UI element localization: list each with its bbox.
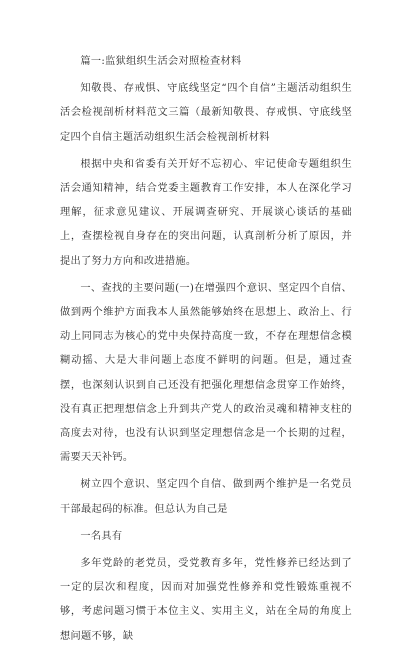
- standard-paragraph: 树立四个意识、坚定四个自信、做到两个维护是一名党员干部最起码的标准。但总认为自己是: [60, 479, 352, 515]
- document-heading: 篇一:监狱组织生活会对照检查材料: [80, 56, 242, 67]
- fragment-paragraph: 一名具有: [80, 530, 123, 542]
- problems-paragraph: 一、查找的主要问题(一)在增强四个意识、坚定四个自信、做到两个维护方面我本人虽然能够始终在思想上、政治上、行动上同同志为核心的党中央保持高度一致，不存在理想信念模糊动摇、大是大非问题上态度不鲜明的问题。但是，通过查摆，也深刻认识到自己还没有把强化理想信念贯穿工作始终，没有真正把理想信念上升到共产党人的政治灵魂和精神支柱的高度去对待，也没有认识到坚定理想信念是一个长期的过程，需要天天补钙。: [60, 282, 352, 464]
- intro-paragraph: 知敬畏、存戒惧、守底线坚定“四个自信”主题活动组织生活会检视剖析材料范文三篇（最新知敬畏、存戒惧、守底线坚定四个自信主题活动组织生活会检视剖析材料: [60, 83, 352, 143]
- party-member-paragraph: 多年党龄的老党员，受党教育多年，党性修养已经达到了一定的层次和程度，因而对加强党性修养和党性锻炼重视不够，考虑问题习惯于本位主义、实用主义，站在全局的角度上想问题不够，缺: [60, 558, 352, 642]
- background-paragraph: 根据中央和省委有关开好不忘初心、牢记使命专题组织生活会通知精神，结合党委主题教育工作安排，本人在深化学习理解，征求意见建议、开展调查研究、开展谈心谈话的基础上，查摆检视自身存在的突出问题，认真剖析分析了原因，并提出了努力方向和改进措施。: [60, 158, 352, 267]
- document-body: [60, 50, 352, 649]
